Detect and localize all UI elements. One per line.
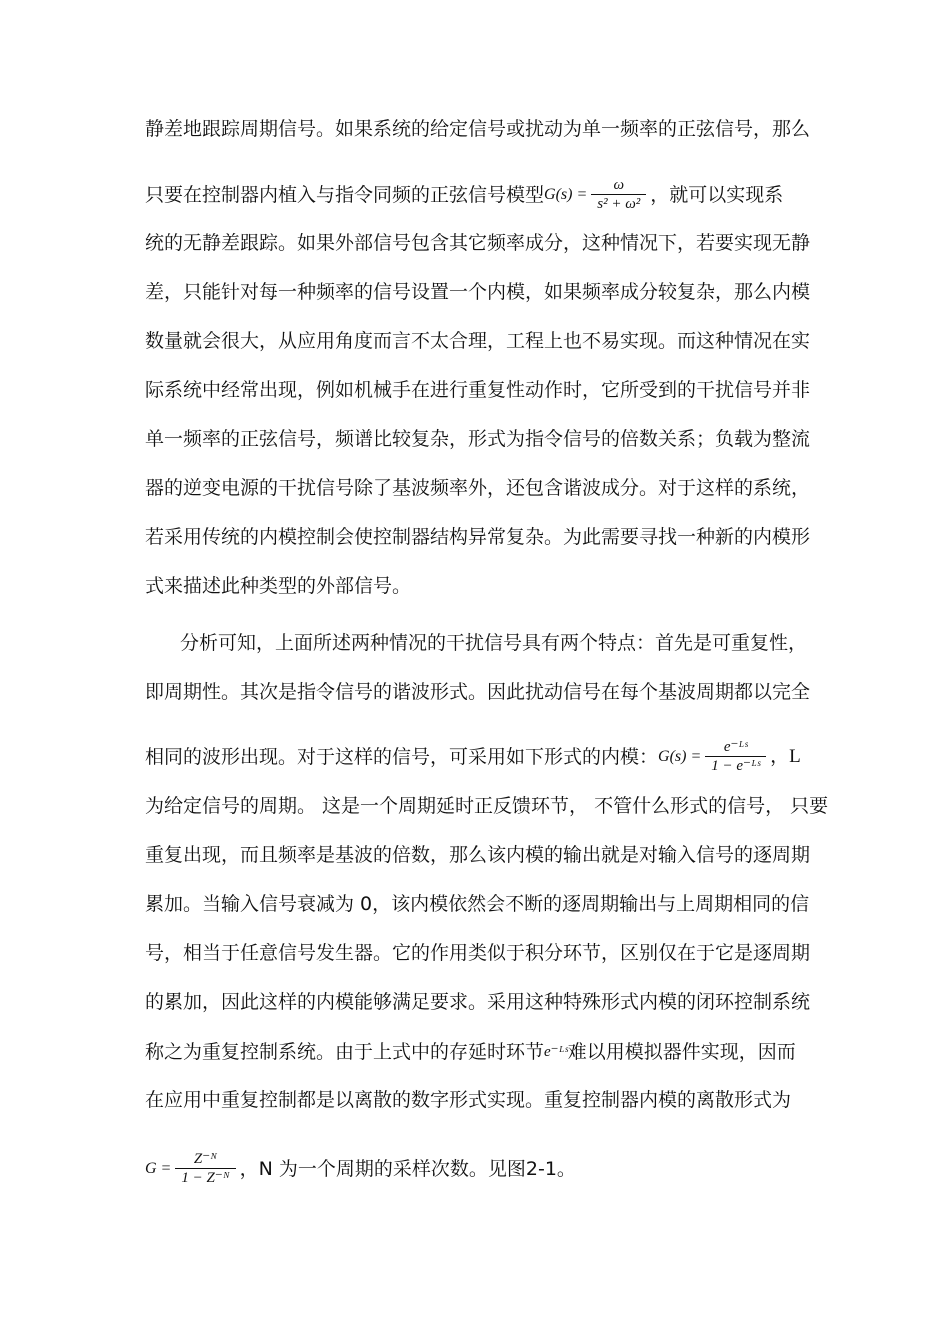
text-line: 统的无静差跟踪。如果外部信号包含其它频率成分，这种情况下，若要实现无静 [145,232,811,254]
text-line: 式来描述此种类型的外部信号。 [145,575,412,597]
text-line: 重复出现，而且频率是基波的倍数，那么该内模的输出就是对输入信号的逐周期 [145,844,811,866]
text-line: 累加。当输入信号衰减为 0，该内模依然会不断的逐周期输出与上周期相同的信 [145,893,810,915]
text-line: 若采用传统的内模控制会使控制器结构异常复杂。为此需要寻找一种新的内模形 [145,526,811,548]
text-line: 只要在控制器内植入与指令同频的正弦信号模型G(s) = $\frac{\omega}{\text{s² + ω²}}$ ，就可以实现系 [145,177,784,212]
text-line: G = $\frac{\text{Z⁻ᴺ}}{\text{1 − Z⁻ᴺ}}$ ，N 为一个周期的采样次数。见图2-1。 [145,1151,576,1186]
formula-discrete-model: $\frac{\text{Z⁻ᴺ}}{\text{1 − Z⁻ᴺ}}$ [175,1150,235,1187]
text-line: 际系统中经常出现，例如机械手在进行重复性动作时，它所受到的干扰信号并非 [145,379,811,401]
formula-lhs: G(s) = [658,747,702,765]
text-line: 单一频率的正弦信号，频谱比较复杂，形式为指令信号的倍数关系；负载为整流 [145,428,811,450]
formula-delay: e⁻ᴸˢ [544,1043,568,1060]
text-line: 号，相当于任意信号发生器。它的作用类似于积分环节，区别仅在于它是逐周期 [145,942,811,964]
text-line: 称之为重复控制系统。由于上式中的存延时环节e⁻ᴸˢ难以用模拟器件实现，因而 [145,1040,796,1063]
text-line: 器的逆变电源的干扰信号除了基波频率外，还包含谐波成分。对于这样的系统， [145,477,811,499]
text-line: 静差地跟踪周期信号。如果系统的给定信号或扰动为单一频率的正弦信号，那么 [145,118,811,140]
text-line: 为给定信号的周期。 这是一个周期延时正反馈环节， 不管什么形式的信号， 只要 [145,795,829,817]
formula-sine-model: $\frac{\omega}{\text{s² + ω²}}$ [591,176,646,213]
text-line: 在应用中重复控制都是以离散的数字形式实现。重复控制器内模的离散形式为 [145,1089,792,1111]
formula-lhs: G(s) = [544,185,588,203]
text-line: 即周期性。其次是指令信号的谐波形式。因此扰动信号在每个基波周期都以完全 [145,681,811,703]
text-line: 相同的波形出现。对于这样的信号，可采用如下形式的内模：G(s) = $\frac{\text{e⁻ᴸˢ}}{\text{1 − e⁻ᴸˢ}}$ ，L [145,739,801,774]
text-line: 分析可知，上面所述两种情况的干扰信号具有两个特点：首先是可重复性， [180,632,808,654]
formula-lhs: G = [145,1159,172,1177]
text-line: 差，只能针对每一种频率的信号设置一个内模，如果频率成分较复杂，那么内模 [145,281,811,303]
text-line: 数量就会很大，从应用角度而言不太合理，工程上也不易实现。而这种情况在实 [145,330,811,352]
formula-repetitive-model: $\frac{\text{e⁻ᴸˢ}}{\text{1 − e⁻ᴸˢ}}$ [705,738,766,775]
text-line: 的累加，因此这样的内模能够满足要求。采用这种特殊形式内模的闭环控制系统 [145,991,811,1013]
